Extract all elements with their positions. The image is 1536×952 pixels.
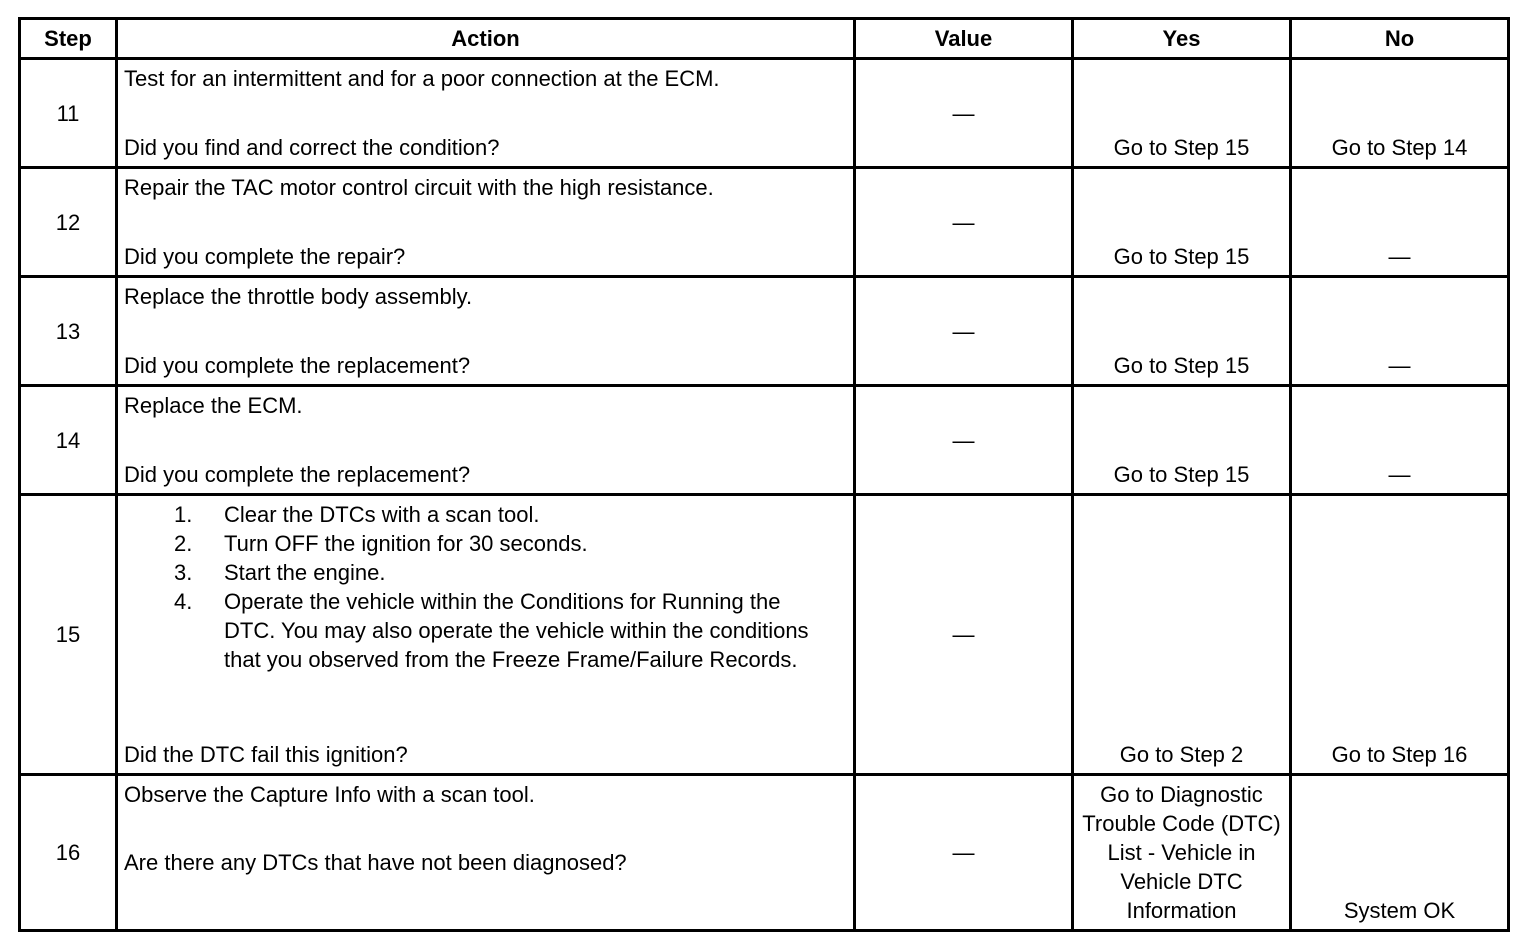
value-cell: — xyxy=(855,386,1073,495)
action-cell xyxy=(117,59,855,168)
list-item-text: Start the engine. xyxy=(224,560,386,585)
step-number: 12 xyxy=(20,168,117,277)
action-text: Test for an intermittent and for a poor connection at the ECM. xyxy=(124,66,720,91)
action-steps xyxy=(124,500,847,674)
diagnostic-table-container xyxy=(18,17,1510,932)
numbered-list xyxy=(124,500,847,674)
yes-link: Go to Step 2 xyxy=(1119,742,1244,767)
yes-link: Go to Step 15 xyxy=(1113,353,1250,378)
list-item-number: 1. xyxy=(174,502,193,527)
yes-cell xyxy=(1073,59,1291,168)
value-cell: — xyxy=(855,168,1073,277)
action-question: Are there any DTCs that have not been diagnosed? xyxy=(124,850,627,875)
yes-link: Go to Diagnostic Trouble Code (DTC) List - Vehicle in Vehicle DTC Information xyxy=(1082,782,1281,923)
list-item-text: Operate the vehicle within the Conditions for Running the DTC. You may also operate the vehicle within the conditions that you observed from the Freeze Frame/Failure Records. xyxy=(224,589,809,672)
header-no: No xyxy=(1291,19,1509,59)
action-text: Observe the Capture Info with a scan tool. xyxy=(124,782,535,807)
no-link: — xyxy=(1388,244,1411,269)
step-number: 15 xyxy=(20,495,117,775)
list-item-text: Clear the DTCs with a scan tool. xyxy=(224,502,540,527)
no-cell xyxy=(1291,168,1509,277)
header-action: Action xyxy=(117,19,855,59)
step-number: 14 xyxy=(20,386,117,495)
list-item-text: Turn OFF the ignition for 30 seconds. xyxy=(224,531,588,556)
no-cell xyxy=(1291,277,1509,386)
list-item xyxy=(124,529,847,558)
value-cell: — xyxy=(855,59,1073,168)
table-row xyxy=(20,59,1509,168)
action-text: Replace the throttle body assembly. xyxy=(124,284,473,309)
list-item-number: 2. xyxy=(174,531,193,556)
list-item xyxy=(124,500,847,529)
list-item-number: 3. xyxy=(174,560,193,585)
action-text: Replace the ECM. xyxy=(124,393,303,418)
no-link: Go to Step 14 xyxy=(1331,135,1468,160)
action-cell xyxy=(117,277,855,386)
list-item-number: 4. xyxy=(174,589,193,614)
yes-cell xyxy=(1073,775,1291,931)
table-row xyxy=(20,277,1509,386)
step-number: 13 xyxy=(20,277,117,386)
yes-link: Go to Step 15 xyxy=(1113,244,1250,269)
yes-link: Go to Step 15 xyxy=(1113,135,1250,160)
no-link: — xyxy=(1388,462,1411,487)
action-question: Did you complete the replacement? xyxy=(124,462,471,487)
no-link: Go to Step 16 xyxy=(1331,742,1468,767)
yes-link: Go to Step 15 xyxy=(1113,462,1250,487)
header-value: Value xyxy=(855,19,1073,59)
header-yes: Yes xyxy=(1073,19,1291,59)
action-question: Did you complete the repair? xyxy=(124,244,406,269)
value-cell: — xyxy=(855,277,1073,386)
list-item xyxy=(124,587,847,674)
header-row xyxy=(20,19,1509,59)
table-row xyxy=(20,775,1509,931)
table-row xyxy=(20,495,1509,775)
no-cell xyxy=(1291,386,1509,495)
action-cell xyxy=(117,775,855,931)
no-cell xyxy=(1291,495,1509,775)
action-question: Did you complete the replacement? xyxy=(124,353,471,378)
diagnostic-steps-table xyxy=(18,17,1510,932)
no-cell xyxy=(1291,59,1509,168)
table-row xyxy=(20,168,1509,277)
yes-cell xyxy=(1073,168,1291,277)
yes-cell xyxy=(1073,386,1291,495)
value-cell: — xyxy=(855,495,1073,775)
list-item xyxy=(124,558,847,587)
value-cell: — xyxy=(855,775,1073,931)
table-row xyxy=(20,386,1509,495)
yes-cell xyxy=(1073,495,1291,775)
step-number: 16 xyxy=(20,775,117,931)
action-text: Repair the TAC motor control circuit with the high resistance. xyxy=(124,175,714,200)
action-question: Did the DTC fail this ignition? xyxy=(124,742,408,767)
no-cell xyxy=(1291,775,1509,931)
step-number: 11 xyxy=(20,59,117,168)
action-question: Did you find and correct the condition? xyxy=(124,135,500,160)
no-link: System OK xyxy=(1343,898,1456,923)
action-cell xyxy=(117,386,855,495)
no-link: — xyxy=(1388,353,1411,378)
action-cell xyxy=(117,168,855,277)
header-step: Step xyxy=(20,19,117,59)
yes-cell xyxy=(1073,277,1291,386)
action-cell xyxy=(117,495,855,775)
